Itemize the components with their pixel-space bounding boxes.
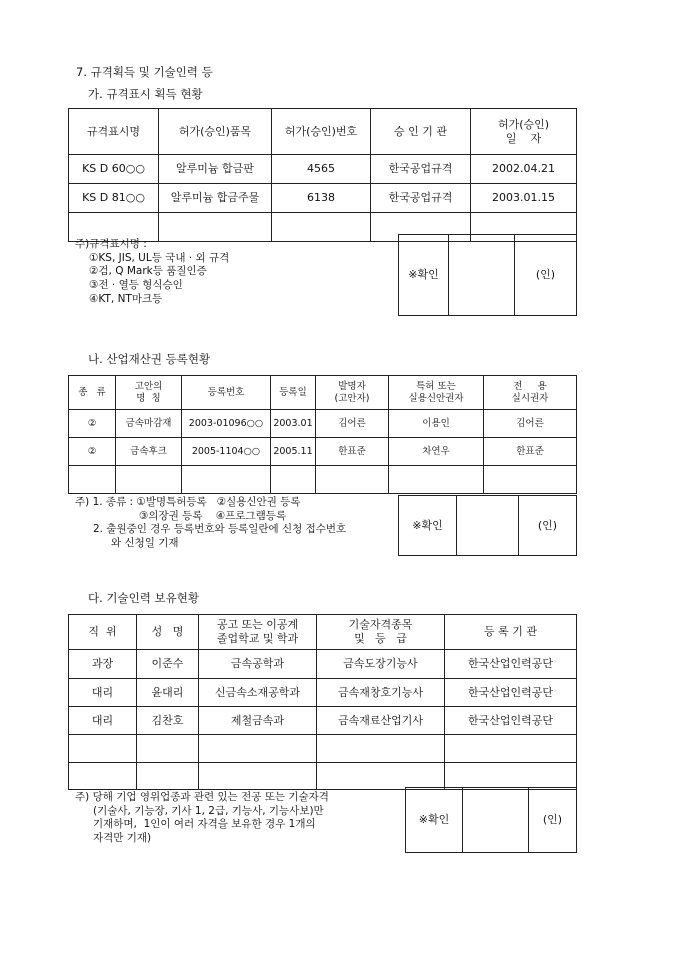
header-line: (고안자): [334, 392, 370, 404]
table-cell: 알루미늄 합금판: [159, 155, 272, 184]
seal-label: (인): [519, 496, 577, 556]
note-a: [75, 238, 229, 306]
note-line: ②검, Q Mark등 품질인증: [89, 265, 207, 278]
table-cell: 대리: [69, 707, 137, 735]
note-line: 주) 1. 종류 : ①발명특허등록 ②실용신안권 등록: [75, 496, 301, 508]
confirm-label: ※확인: [399, 235, 449, 316]
note-line: (기술사, 기능장, 기사 1, 2급, 기능사, 기능사보)만: [93, 804, 324, 817]
header-line: 및 등 급: [354, 632, 407, 645]
header-cell: [199, 615, 317, 650]
table-cell: 2003-01096○○: [182, 410, 271, 438]
table-cell: ②: [69, 438, 116, 466]
confirm-label: ※확인: [399, 496, 457, 556]
table-cell: 한국산업인력공단: [445, 650, 577, 679]
header-cell: 등록번호: [182, 376, 271, 410]
header-line: 실용신안권자: [408, 392, 464, 404]
note-line: ④KT, NT마크등: [89, 292, 163, 305]
table-cell: ②: [69, 410, 116, 438]
table-cell: 금속후크: [116, 438, 182, 466]
header-line: 고안의: [134, 380, 163, 392]
seal-label: (인): [515, 235, 577, 316]
table-row: [69, 184, 577, 213]
confirm-label: ※확인: [406, 788, 463, 853]
table-cell: 한표준: [484, 438, 577, 466]
table-row: [69, 763, 577, 790]
table-row: [69, 707, 577, 735]
standard-marks-table: [68, 108, 577, 242]
table-cell: 금속도장기능사: [317, 650, 445, 679]
table-cell: 2005-1104○○: [182, 438, 271, 466]
header-cell: [316, 376, 389, 410]
table-cell: KS D 60○○: [69, 155, 159, 184]
header-cell: [116, 376, 182, 410]
header-cell: 등 록 기 관: [445, 615, 577, 650]
table-cell: 김찬호: [137, 707, 199, 735]
header-cell: 허가(승인)번호: [272, 109, 371, 155]
header-cell: [484, 376, 577, 410]
table-cell: 금속공학과: [199, 650, 317, 679]
note-b: [75, 496, 346, 551]
table-row: [69, 679, 577, 707]
header-line: 발명자: [338, 380, 366, 392]
header-cell: 성 명: [137, 615, 199, 650]
header-cell: 규격표시명: [69, 109, 159, 155]
note-line: 기재하며, 1인이 여러 자격을 보유한 경우 1개의: [93, 818, 316, 831]
header-line: 공고 또는 이공계: [216, 618, 299, 632]
seal-label: (인): [529, 788, 577, 853]
header-cell: [317, 615, 445, 650]
table-cell: 대리: [69, 679, 137, 707]
table-cell: 이용인: [389, 410, 484, 438]
table-cell: 4565: [272, 155, 371, 184]
table-cell: 김어른: [316, 410, 389, 438]
table-row: [69, 410, 577, 438]
confirm-box-a: [398, 234, 577, 316]
header-cell: 직 위: [69, 615, 137, 650]
table-cell: 한표준: [316, 438, 389, 466]
header-cell: 허가(승인)품목: [159, 109, 272, 155]
header-cell: 등록일: [271, 376, 316, 410]
ip-registration-table: [68, 375, 577, 494]
table-cell: 금속재창호기능사: [317, 679, 445, 707]
table-row: [69, 438, 577, 466]
signature-field[interactable]: [463, 788, 529, 853]
header-cell: [389, 376, 484, 410]
note-line: 자격만 기재): [93, 831, 152, 844]
header-line: 실시권자: [511, 392, 549, 404]
table-cell: 2002.04.21: [471, 155, 577, 184]
table-cell: 윤대리: [137, 679, 199, 707]
table-cell: 한국산업인력공단: [445, 707, 577, 735]
table-cell: 알루미늄 합금주물: [159, 184, 272, 213]
subsection-a-title: 가. 규격표시 획득 현황: [88, 87, 203, 101]
table-row: [69, 466, 577, 494]
note-c: [75, 791, 329, 846]
subsection-c-title: 다. 기술인력 보유현황: [88, 591, 199, 605]
confirm-box-c: [405, 787, 577, 853]
subsection-b-title: 나. 산업재산권 등록현황: [88, 352, 211, 366]
table-cell: 차연우: [389, 438, 484, 466]
table-cell: 신금속소재공학과: [199, 679, 317, 707]
note-line: 2. 출원중인 경우 등록번호와 등록일란에 신청 접수번호: [93, 523, 347, 536]
table-row: [69, 650, 577, 679]
table-cell: 김어른: [484, 410, 577, 438]
table-cell: KS D 81○○: [69, 184, 159, 213]
signature-field[interactable]: [457, 496, 519, 556]
table-row: [69, 735, 577, 763]
note-line: ③전 · 열등 형식승인: [89, 278, 183, 291]
table-cell: 한국공업규격: [371, 155, 471, 184]
header-line: 허가(승인): [497, 117, 550, 131]
table-cell: 과장: [69, 650, 137, 679]
table-cell: 2005.11: [271, 438, 316, 466]
section-title: 7. 규격획득 및 기술인력 등: [76, 65, 213, 79]
table-cell: 이준수: [137, 650, 199, 679]
table-cell: 2003.01.15: [471, 184, 577, 213]
header-line: 일 자: [505, 131, 542, 145]
header-line: 기술자격종목: [348, 618, 413, 632]
table-row: [69, 155, 577, 184]
header-cell: 승 인 기 관: [371, 109, 471, 155]
note-line: 와 신청일 기재: [111, 536, 179, 549]
table-cell: 6138: [272, 184, 371, 213]
table-cell: 한국공업규격: [371, 184, 471, 213]
table-cell: 한국산업인력공단: [445, 679, 577, 707]
table-cell: 제철금속과: [199, 707, 317, 735]
note-line: 주)규격표시명 :: [75, 238, 147, 250]
confirm-box-b: [398, 495, 577, 556]
note-line: ①KS, JIS, UL등 국내 · 외 규격: [89, 251, 230, 264]
header-line: 특허 또는: [416, 380, 456, 392]
table-cell: 2003.01: [271, 410, 316, 438]
header-line: 졸업학교 및 학과: [216, 632, 299, 645]
table-cell: 금속재료산업기사: [317, 707, 445, 735]
technical-staff-table: [68, 614, 577, 790]
header-cell: 종 류: [69, 376, 116, 410]
header-line: 전 용: [513, 380, 547, 392]
header-line: 명 칭: [136, 392, 161, 404]
table-cell: 금속마감재: [116, 410, 182, 438]
note-line: ③의장권 등록 ④프로그램등록: [139, 509, 287, 522]
note-line: 주) 당해 기업 영위업종과 관련 있는 전공 또는 기술자격: [75, 791, 329, 803]
signature-field[interactable]: [449, 235, 515, 316]
header-cell: [471, 109, 577, 155]
